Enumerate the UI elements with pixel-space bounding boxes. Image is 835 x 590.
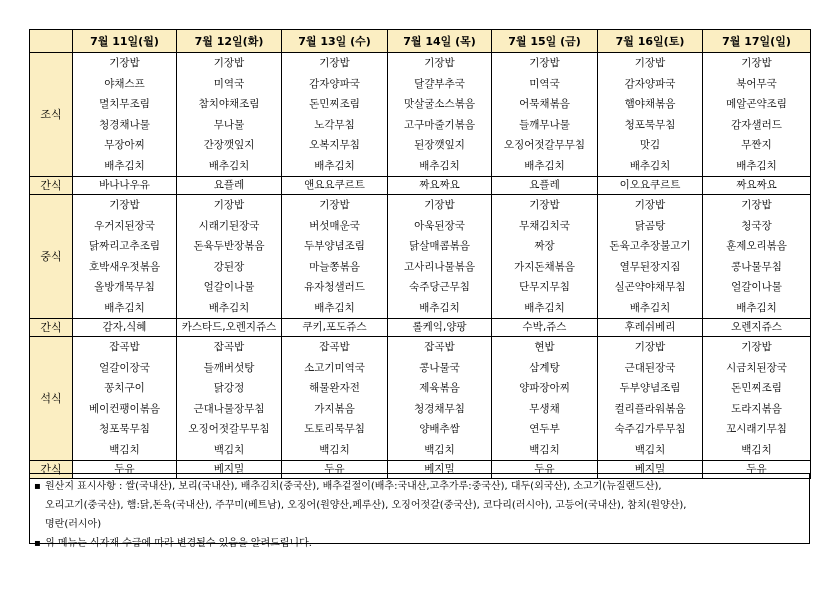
dish-item: 호박새우젓볶음 bbox=[88, 260, 160, 273]
dish-list bbox=[177, 337, 281, 460]
dish-item: 무장아찌 bbox=[104, 139, 145, 151]
snack-cell: 베지밀 bbox=[177, 461, 282, 479]
dish-item: 닭곰탕 bbox=[634, 219, 666, 232]
snack-cell: 카스타드,오렌지쥬스 bbox=[177, 319, 282, 337]
dish-item: 감자양파국 bbox=[624, 77, 676, 90]
dish-item: 강된장 bbox=[213, 260, 245, 273]
snack-cell: 짜요짜요 bbox=[388, 177, 492, 195]
dish-item: 배추김치 bbox=[736, 159, 777, 172]
menu-cell bbox=[598, 195, 703, 319]
dish-item: 기장밥 bbox=[529, 57, 560, 69]
menu-cell bbox=[73, 195, 177, 319]
dish-item: 닭살매콤볶음 bbox=[409, 240, 470, 252]
dish-item: 무채김치국 bbox=[519, 219, 570, 232]
dish-list bbox=[177, 53, 281, 176]
dish-item: 멸치무조림 bbox=[99, 98, 150, 110]
dish-item: 기장밥 bbox=[213, 57, 245, 69]
dish-item: 맛살굴소스볶음 bbox=[403, 98, 475, 110]
dish-item: 유자청샐러드 bbox=[304, 281, 365, 293]
meal-label: 석식 bbox=[30, 337, 73, 461]
notes-box bbox=[29, 473, 810, 549]
dish-item: 기장밥 bbox=[634, 199, 666, 211]
origin-note-cont bbox=[34, 496, 805, 515]
dish-item: 가지돈채볶음 bbox=[514, 260, 575, 273]
dish-item: 잡곡밥 bbox=[424, 341, 455, 353]
day-header: 7월 16일(토) bbox=[598, 30, 703, 53]
dish-item: 감자샐러드 bbox=[731, 118, 782, 131]
dish-item: 기장밥 bbox=[634, 341, 666, 353]
meal-row bbox=[30, 337, 811, 461]
dish-item: 맛김 bbox=[639, 139, 661, 151]
dish-item: 양배추쌈 bbox=[419, 423, 460, 435]
dish-item: 무짠지 bbox=[741, 139, 772, 151]
dish-item: 돈육고추장불고기 bbox=[609, 240, 691, 252]
dish-item: 마늘쫑볶음 bbox=[309, 260, 360, 273]
dish-item: 배추김치 bbox=[104, 159, 145, 172]
menu-body bbox=[30, 53, 811, 479]
origin-line: 명란(러시아) bbox=[45, 519, 102, 530]
dish-item: 얼갈이나물 bbox=[731, 281, 782, 293]
snack-cell: 두유 bbox=[703, 461, 811, 479]
menu-cell bbox=[703, 195, 811, 319]
dish-item: 무나물 bbox=[213, 118, 245, 131]
menu-cell bbox=[73, 53, 177, 177]
dish-item: 고구마줄기볶음 bbox=[403, 118, 475, 131]
dish-item: 닭짜리고추조림 bbox=[88, 240, 160, 252]
dish-item: 콩나물무침 bbox=[731, 260, 782, 273]
snack-cell: 두유 bbox=[73, 461, 177, 479]
dish-item: 얼갈이나물 bbox=[203, 281, 255, 293]
dish-item: 양파장아찌 bbox=[519, 382, 570, 394]
dish-item: 도토리묵무침 bbox=[304, 423, 365, 435]
menu-cell bbox=[492, 337, 598, 461]
dish-item: 콩나물국 bbox=[419, 361, 460, 374]
dish-item: 기장밥 bbox=[109, 199, 140, 211]
dish-list bbox=[282, 195, 387, 318]
header-corner bbox=[30, 30, 73, 53]
dish-list bbox=[492, 337, 597, 460]
dish-item: 노각무침 bbox=[314, 118, 355, 131]
menu-cell bbox=[492, 53, 598, 177]
dish-item: 버섯매운국 bbox=[309, 219, 360, 232]
dish-item: 청포묵무침 bbox=[99, 423, 150, 435]
dish-item: 달걀부추국 bbox=[414, 77, 465, 90]
change-notice: 위 메뉴는 식자재 수급에 따라 변경될수 있음을 알려드립니다. bbox=[45, 538, 312, 549]
dish-item: 기장밥 bbox=[634, 57, 666, 69]
dish-item: 컬리플라워볶음 bbox=[614, 402, 686, 415]
dish-item: 청포묵무침 bbox=[624, 118, 676, 131]
dish-item: 간장깻잎지 bbox=[203, 139, 255, 151]
dish-item: 기장밥 bbox=[741, 57, 772, 69]
dish-list bbox=[282, 337, 387, 460]
dish-item: 현밥 bbox=[534, 341, 555, 353]
day-header: 7월 13일 (수) bbox=[282, 30, 388, 53]
dish-item: 해물완자전 bbox=[309, 382, 360, 394]
meal-label: 간식 bbox=[30, 319, 73, 337]
dish-list bbox=[388, 337, 491, 460]
dish-list bbox=[388, 53, 491, 176]
snack-cell: 짜요짜요 bbox=[703, 177, 811, 195]
dish-item: 베이컨팽이볶음 bbox=[88, 402, 160, 415]
dish-item: 기장밥 bbox=[424, 199, 455, 211]
snack-cell: 요플레 bbox=[177, 177, 282, 195]
snack-cell: 앤요요쿠르트 bbox=[282, 177, 388, 195]
dish-item: 배추김치 bbox=[314, 159, 355, 172]
dish-item: 기장밥 bbox=[424, 57, 455, 69]
dish-item: 두부양념조림 bbox=[619, 382, 681, 394]
meal-row bbox=[30, 53, 811, 177]
dish-item: 배추김치 bbox=[314, 301, 355, 314]
header-row bbox=[30, 30, 811, 53]
dish-item: 배추김치 bbox=[419, 301, 460, 314]
menu-cell bbox=[492, 195, 598, 319]
menu-cell bbox=[703, 337, 811, 461]
dish-item: 아욱된장국 bbox=[414, 219, 465, 232]
dish-list bbox=[73, 195, 176, 318]
dish-item: 연두부 bbox=[529, 423, 560, 435]
dish-item: 시래기된장국 bbox=[198, 219, 260, 232]
dish-list bbox=[598, 53, 702, 176]
dish-item: 돈민찌조림 bbox=[309, 98, 360, 110]
dish-item: 오복지무침 bbox=[309, 139, 360, 151]
snack-cell: 쿠키,포도쥬스 bbox=[282, 319, 388, 337]
meal-label: 조식 bbox=[30, 53, 73, 177]
day-header: 7월 14일 (목) bbox=[388, 30, 492, 53]
dish-item: 배추김치 bbox=[104, 301, 145, 314]
dish-item: 백김치 bbox=[529, 443, 560, 456]
dish-item: 근대된장국 bbox=[624, 361, 676, 374]
dish-item: 들깨무나물 bbox=[519, 118, 570, 131]
dish-list bbox=[177, 195, 281, 318]
dish-item: 배추김치 bbox=[629, 301, 671, 314]
dish-item: 무생채 bbox=[529, 402, 560, 415]
dish-item: 가지볶음 bbox=[314, 402, 355, 415]
dish-list bbox=[598, 195, 702, 318]
bullet-icon: ▪ bbox=[34, 538, 41, 549]
menu-cell bbox=[598, 53, 703, 177]
snack-cell: 수박,쥬스 bbox=[492, 319, 598, 337]
menu-cell bbox=[73, 337, 177, 461]
change-note bbox=[34, 534, 805, 553]
dish-item: 배추김치 bbox=[524, 159, 565, 172]
menu-cell bbox=[598, 337, 703, 461]
dish-item: 짜장 bbox=[534, 240, 555, 252]
origin-line: 오리고기(중국산), 햄:닭,돈육(국내산), 주꾸미(베트남), 오징어(원양산,페루산), 오징어젓갈(중국산), 코다리(러시아), 고등어(국내산), 참치(원양산), bbox=[45, 500, 687, 511]
meal-label: 간식 bbox=[30, 177, 73, 195]
meal-label: 간식 bbox=[30, 461, 73, 479]
dish-item: 오징어젓갈무무침 bbox=[188, 423, 270, 435]
snack-cell: 감자,식혜 bbox=[73, 319, 177, 337]
snack-cell: 요플레 bbox=[492, 177, 598, 195]
dish-item: 두부양념조림 bbox=[304, 240, 365, 252]
snack-cell: 오렌지쥬스 bbox=[703, 319, 811, 337]
snack-row bbox=[30, 177, 811, 195]
dish-item: 북어무국 bbox=[736, 77, 777, 90]
dish-list bbox=[73, 337, 176, 460]
dish-item: 도라지볶음 bbox=[731, 402, 782, 415]
menu-cell bbox=[388, 53, 492, 177]
menu-cell bbox=[282, 53, 388, 177]
meal-label: 중식 bbox=[30, 195, 73, 319]
dish-item: 청국장 bbox=[741, 219, 772, 232]
dish-item: 올방개묵무침 bbox=[94, 281, 155, 293]
dish-item: 소고기미역국 bbox=[304, 361, 365, 374]
dish-item: 삼계탕 bbox=[529, 361, 560, 374]
dish-list bbox=[73, 53, 176, 176]
dish-item: 기장밥 bbox=[213, 199, 245, 211]
dish-item: 배추김치 bbox=[208, 159, 250, 172]
dish-item: 백김치 bbox=[634, 443, 666, 456]
dish-item: 배추김치 bbox=[208, 301, 250, 314]
dish-item: 열무된장지짐 bbox=[619, 260, 681, 273]
dish-item: 백김치 bbox=[741, 443, 772, 456]
dish-item: 햄야채볶음 bbox=[624, 98, 676, 110]
snack-cell: 베지밀 bbox=[388, 461, 492, 479]
dish-item: 배추김치 bbox=[736, 301, 777, 314]
dish-item: 숙주김가루무침 bbox=[614, 423, 686, 435]
dish-list bbox=[492, 195, 597, 318]
dish-item: 들깨버섯탕 bbox=[203, 361, 255, 374]
dish-item: 고사리나물볶음 bbox=[403, 260, 475, 273]
snack-cell: 이오요쿠르트 bbox=[598, 177, 703, 195]
dish-item: 잡곡밥 bbox=[213, 341, 245, 353]
snack-cell: 롤케익,양팡 bbox=[388, 319, 492, 337]
snack-cell: 후레쉬베리 bbox=[598, 319, 703, 337]
dish-item: 돈민찌조림 bbox=[731, 382, 782, 394]
dish-item: 기장밥 bbox=[109, 57, 140, 69]
menu-cell bbox=[703, 53, 811, 177]
dish-list bbox=[388, 195, 491, 318]
dish-item: 제육볶음 bbox=[419, 382, 460, 394]
dish-item: 오징어젓갈무무침 bbox=[503, 139, 586, 151]
menu-cell bbox=[282, 195, 388, 319]
origin-note-cont bbox=[34, 515, 805, 534]
menu-cell bbox=[282, 337, 388, 461]
dish-item: 닭강정 bbox=[213, 382, 245, 394]
weekly-menu-table bbox=[29, 29, 811, 479]
dish-item: 배추김치 bbox=[629, 159, 671, 172]
menu-cell bbox=[177, 53, 282, 177]
dish-item: 단무지무침 bbox=[519, 281, 570, 293]
dish-item: 된장깻잎지 bbox=[414, 139, 465, 151]
dish-item: 백김치 bbox=[109, 443, 140, 456]
dish-item: 배추김치 bbox=[524, 301, 565, 314]
menu-cell bbox=[388, 195, 492, 319]
dish-item: 청경채나물 bbox=[99, 118, 150, 131]
snack-cell: 바나나우유 bbox=[73, 177, 177, 195]
snack-row bbox=[30, 319, 811, 337]
dish-item: 근대나물장무침 bbox=[193, 402, 265, 415]
snack-cell: 두유 bbox=[492, 461, 598, 479]
day-header: 7월 15일 (금) bbox=[492, 30, 598, 53]
dish-item: 실곤약야채무침 bbox=[614, 281, 686, 293]
dish-item: 잡곡밥 bbox=[109, 341, 140, 353]
dish-item: 시금치된장국 bbox=[726, 361, 787, 374]
dish-item: 꼬시래기무침 bbox=[726, 423, 787, 435]
day-header: 7월 11일(월) bbox=[73, 30, 177, 53]
menu-cell bbox=[177, 337, 282, 461]
snack-cell: 두유 bbox=[282, 461, 388, 479]
origin-line: 원산지 표시사항 : 쌀(국내산), 보리(국내산), 배추김치(중국산), 배추겉절이(배추:국내산,고추가루:중국산), 대두(외국산), 소고기(뉴질랜드산), bbox=[45, 481, 662, 492]
dish-item: 백김치 bbox=[213, 443, 245, 456]
dish-list bbox=[282, 53, 387, 176]
meal-row bbox=[30, 195, 811, 319]
day-header: 7월 12일(화) bbox=[177, 30, 282, 53]
dish-item: 미역국 bbox=[529, 77, 560, 90]
snack-cell: 베지밀 bbox=[598, 461, 703, 479]
day-header: 7월 17일(일) bbox=[703, 30, 811, 53]
dish-item: 기장밥 bbox=[319, 57, 350, 69]
menu-cell bbox=[388, 337, 492, 461]
dish-item: 청경채무침 bbox=[414, 402, 465, 415]
dish-item: 돈육두반장볶음 bbox=[193, 240, 265, 252]
dish-item: 어묵채볶음 bbox=[519, 98, 570, 110]
dish-item: 꽁치구이 bbox=[104, 382, 145, 394]
dish-item: 기장밥 bbox=[741, 199, 772, 211]
dish-item: 기장밥 bbox=[529, 199, 560, 211]
dish-item: 배추김치 bbox=[419, 159, 460, 172]
dish-item: 참치야채조림 bbox=[198, 98, 260, 110]
dish-item: 미역국 bbox=[213, 77, 245, 90]
dish-list bbox=[703, 53, 810, 176]
dish-list bbox=[703, 337, 810, 460]
dish-item: 백김치 bbox=[424, 443, 455, 456]
dish-item: 기장밥 bbox=[741, 341, 772, 353]
dish-item: 감자양파국 bbox=[309, 77, 360, 90]
dish-list bbox=[598, 337, 702, 460]
bullet-icon: ▪ bbox=[34, 481, 41, 492]
dish-list bbox=[492, 53, 597, 176]
dish-list bbox=[703, 195, 810, 318]
dish-item: 얼갈이장국 bbox=[99, 361, 150, 374]
dish-item: 숙주당근무침 bbox=[409, 281, 470, 293]
menu-cell bbox=[177, 195, 282, 319]
dish-item: 우거지된장국 bbox=[94, 219, 155, 232]
dish-item: 기장밥 bbox=[319, 199, 350, 211]
dish-item: 야채스프 bbox=[104, 77, 145, 90]
dish-item: 잡곡밥 bbox=[319, 341, 350, 353]
dish-item: 메알곤약조림 bbox=[726, 98, 787, 110]
dish-item: 훈제오리볶음 bbox=[726, 240, 787, 252]
dish-item: 백김치 bbox=[319, 443, 350, 456]
origin-note bbox=[34, 477, 805, 496]
